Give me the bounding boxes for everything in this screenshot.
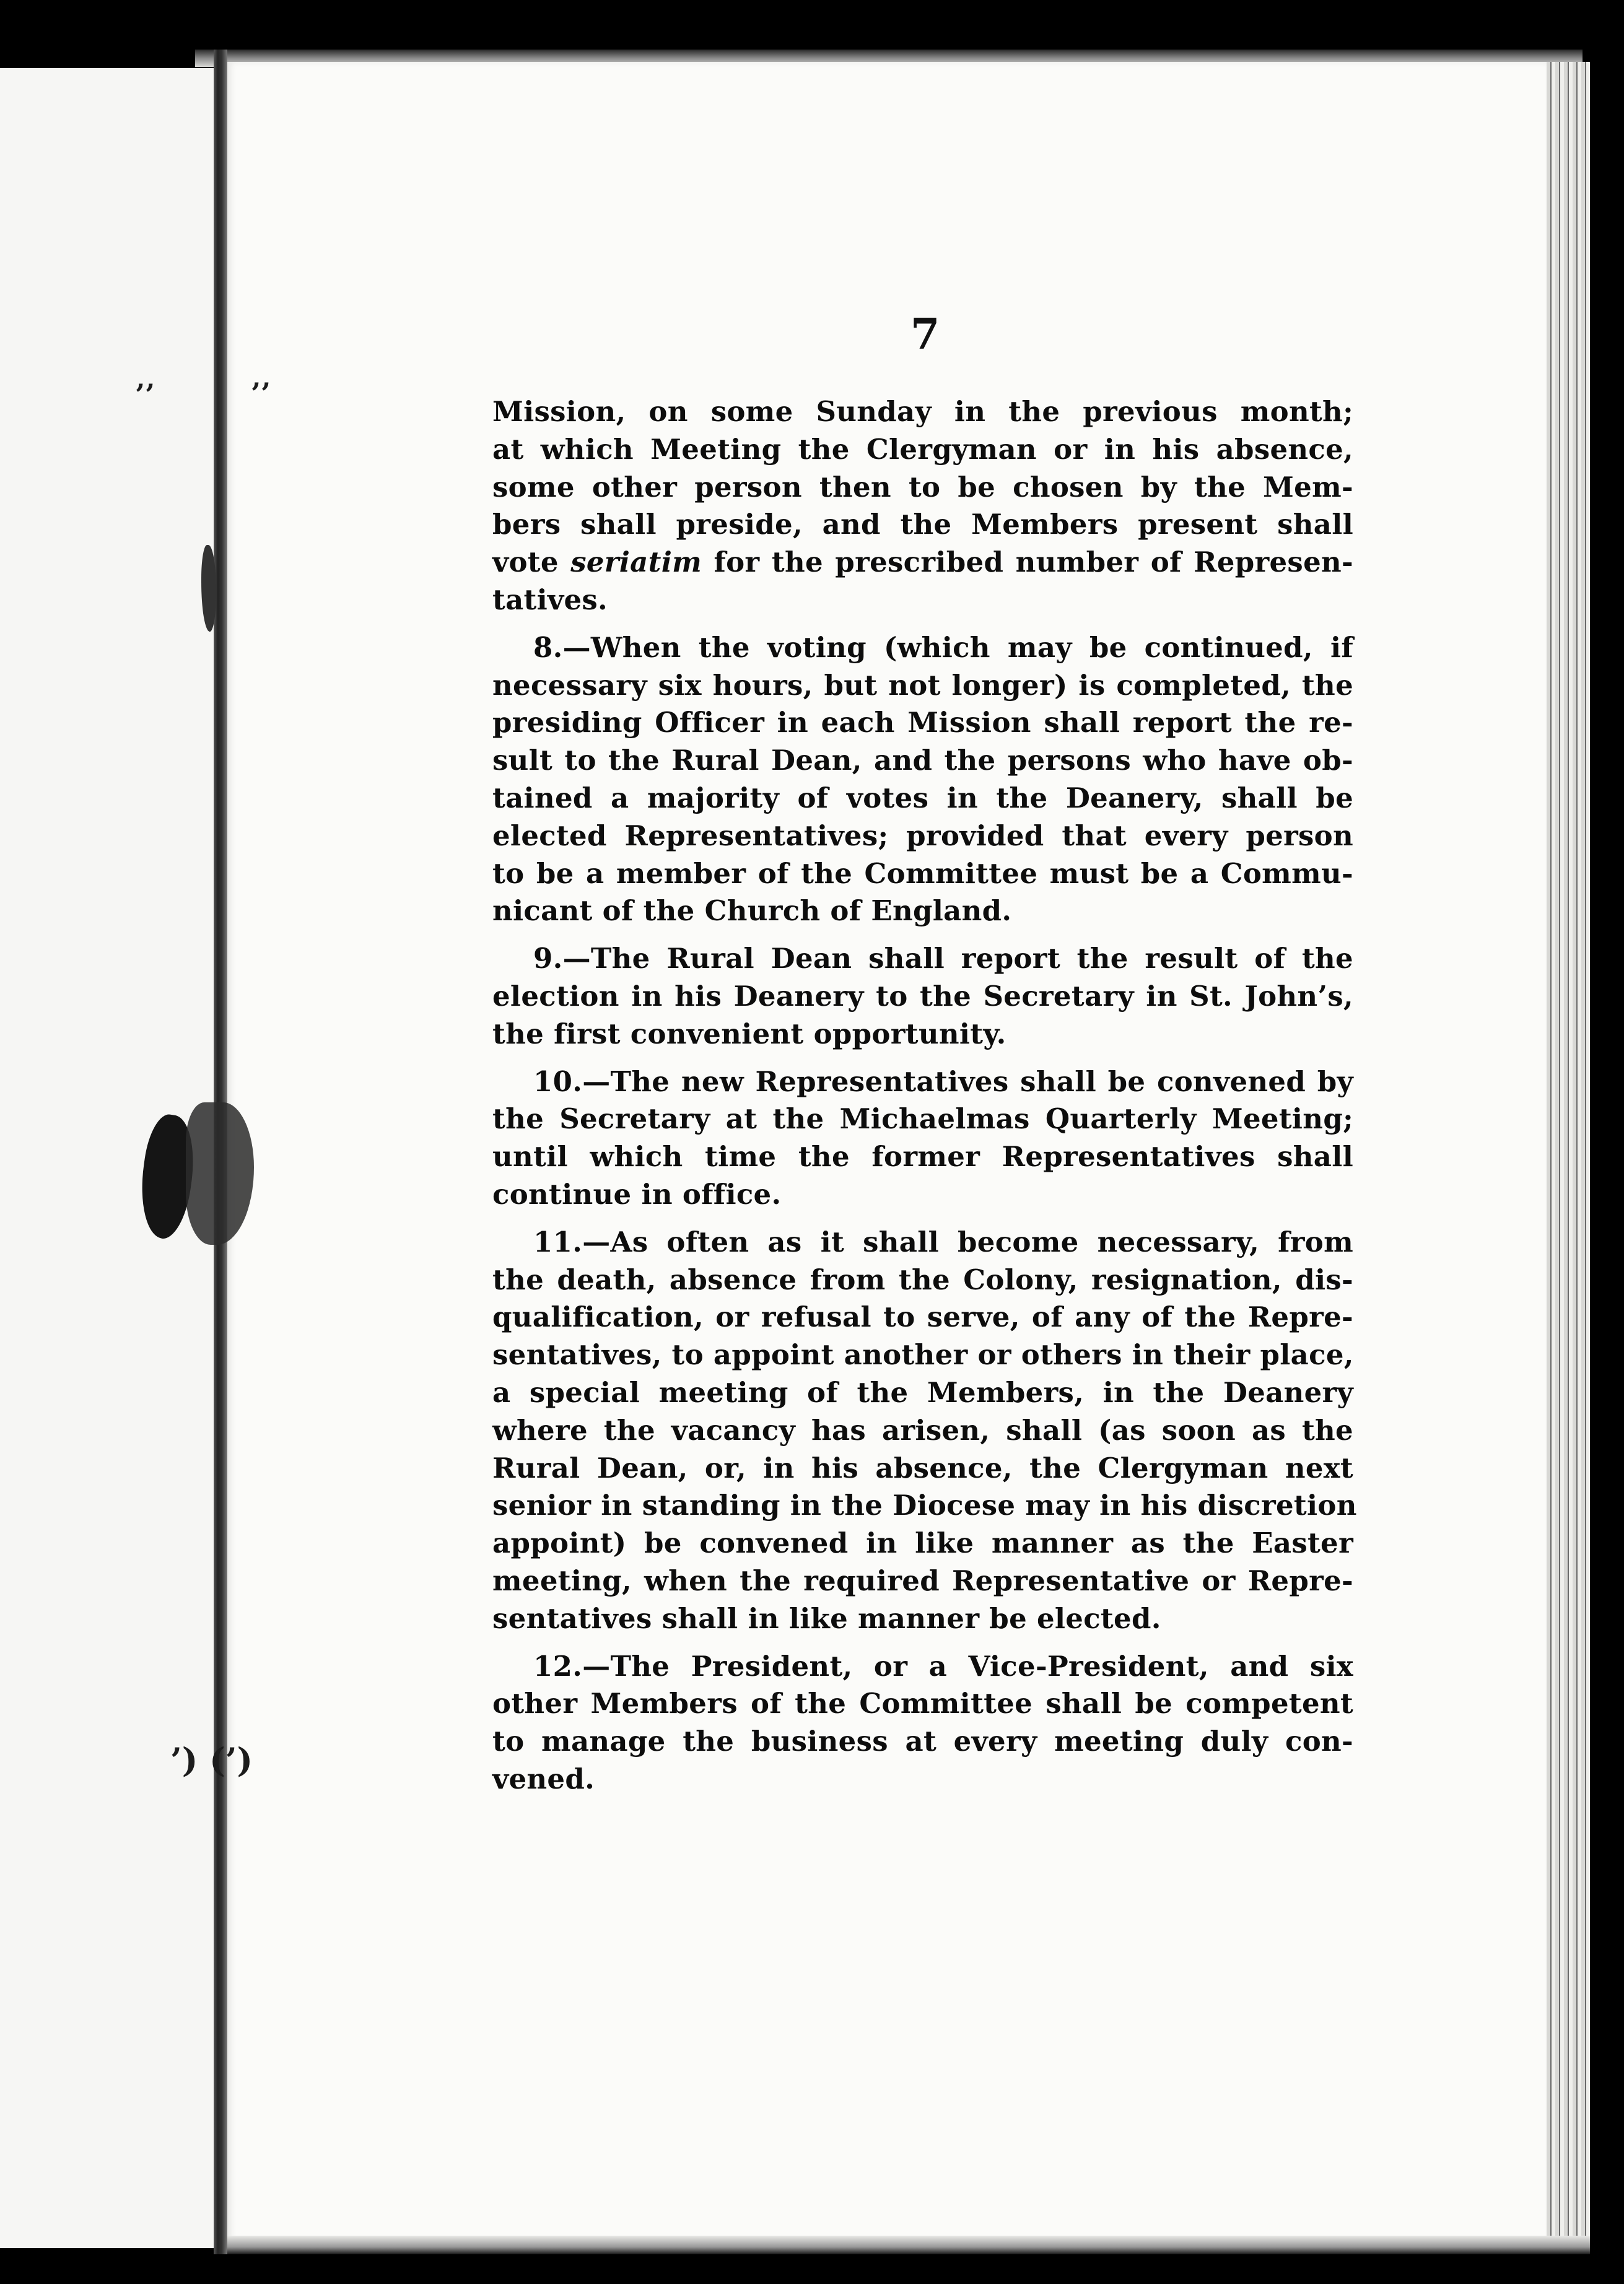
text-line: the death, absence from the Colony, resignation, dis- xyxy=(492,1263,1353,1296)
text-line: appoint) be convened in like manner as the Easter xyxy=(492,1527,1353,1560)
text-line: to be a member of the Committee must be a Commu- xyxy=(492,856,1353,890)
text-line: nicant of the Church of England. xyxy=(492,894,1012,928)
page-number: 7 xyxy=(910,310,940,359)
page-body-text xyxy=(492,393,1357,1808)
paragraph-p12 xyxy=(492,1648,1353,1798)
text-line: vened. xyxy=(492,1762,595,1795)
text-line: qualification, or refusal to serve, of any of the Repre- xyxy=(492,1301,1353,1334)
text-line: 12.—The President, or a Vice-President, and six xyxy=(533,1649,1353,1683)
text-line: until which time the former Representatives shall xyxy=(492,1140,1353,1174)
margin-mark: ’’ xyxy=(251,377,271,410)
text-line: vote seriatim for the prescribed number of Represen- xyxy=(492,546,1353,579)
paragraph-p8 xyxy=(492,629,1353,930)
text-line: tained a majority of votes in the Deanery, shall be xyxy=(492,781,1353,814)
text-line: Rural Dean, or, in his absence, the Clergyman next xyxy=(492,1451,1353,1484)
text-line: presiding Officer in each Mission shall report the re- xyxy=(492,706,1353,739)
text-line: the first convenient opportunity. xyxy=(492,1017,1006,1050)
text-line: some other person then to be chosen by the Mem- xyxy=(492,470,1353,503)
text-line: the Secretary at the Michaelmas Quarterly Meeting; xyxy=(492,1102,1353,1136)
text-line: continue in office. xyxy=(492,1177,782,1211)
page-bottom-edge xyxy=(227,2236,1590,2254)
margin-mark: ’’ xyxy=(135,378,155,411)
text-line: where the vacancy has arisen, shall (as soon as the xyxy=(492,1413,1353,1447)
binding-stain xyxy=(201,545,216,632)
paragraph-p11 xyxy=(492,1224,1357,1638)
text-line: meeting, when the required Representative or Repre- xyxy=(492,1564,1353,1597)
text-line: sult to the Rural Dean, and the persons who have ob- xyxy=(492,744,1353,777)
text-line: to manage the business at every meeting duly con- xyxy=(492,1725,1353,1758)
text-line: 9.—The Rural Dean shall report the result of the xyxy=(533,942,1353,975)
text-line: bers shall preside, and the Members present shall xyxy=(492,508,1353,541)
text-line: at which Meeting the Clergyman or in his absence, xyxy=(492,432,1353,466)
text-line: sentatives shall in like manner be elected. xyxy=(492,1602,1161,1635)
text-line: a special meeting of the Members, in the Deanery xyxy=(492,1375,1353,1409)
text-line: necessary six hours, but not longer) is completed, the xyxy=(492,668,1353,702)
text-line: sentatives, to appoint another or others in their place, xyxy=(492,1338,1354,1372)
text-line: elected Representatives; provided that every person xyxy=(492,819,1353,852)
text-line: 10.—The new Representatives shall be convened by xyxy=(533,1065,1353,1098)
paragraph-p9 xyxy=(492,940,1353,1053)
paragraph-p7-cont xyxy=(492,393,1353,619)
text-line: senior in standing in the Diocese may in his discretion xyxy=(492,1489,1357,1522)
text-line: other Members of the Committee shall be competent xyxy=(492,1687,1353,1720)
text-line: 8.—When the voting (which may be continued, if xyxy=(533,630,1353,664)
text-line: Mission, on some Sunday in the previous month; xyxy=(492,395,1353,428)
paragraph-p10 xyxy=(492,1063,1353,1214)
text-line: election in his Deanery to the Secretary in St. John’s, xyxy=(492,979,1353,1013)
page-stack-edge xyxy=(1547,62,1590,2242)
margin-mark: ’) (’) xyxy=(170,1740,253,1780)
text-line: tatives. xyxy=(492,583,608,616)
text-line: 11.—As often as it shall become necessary, from xyxy=(533,1225,1353,1258)
